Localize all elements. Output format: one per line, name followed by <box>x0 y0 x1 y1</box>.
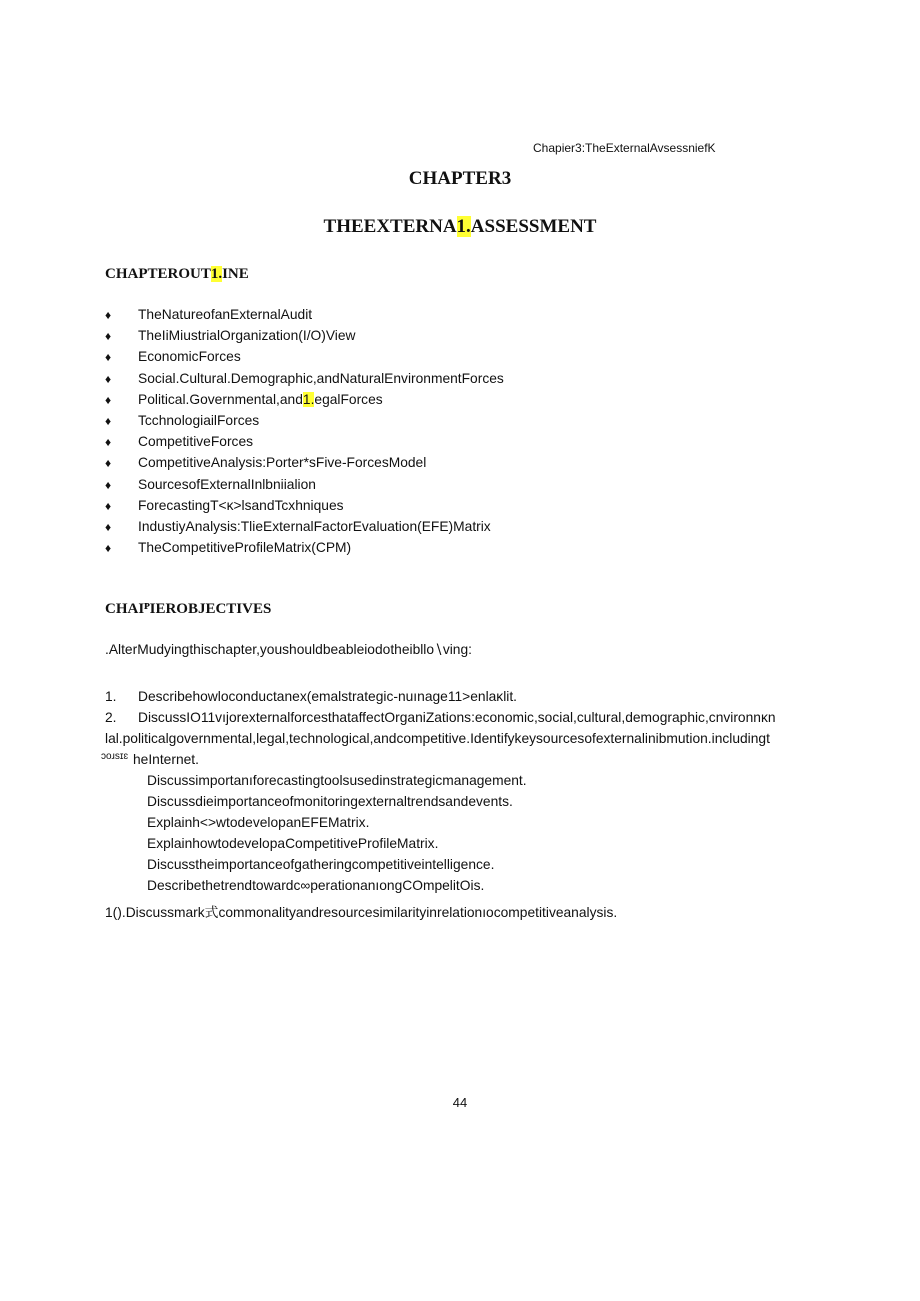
diamond-bullet-icon: ♦ <box>105 541 112 556</box>
diamond-bullet-icon: ♦ <box>105 371 112 386</box>
outline-item-text: Political.Governmental,and <box>138 391 303 407</box>
diamond-bullet-icon: ♦ <box>105 456 112 471</box>
chapter-title <box>0 216 920 238</box>
objective-item-4: Discussdieimportanceofmonitoringexternaltrendsandevents. <box>147 794 513 809</box>
outline-heading <box>105 266 249 283</box>
list-item <box>105 495 504 516</box>
list-item <box>105 537 504 558</box>
objective-number: 1. <box>105 689 117 704</box>
outline-list <box>105 304 504 558</box>
diamond-bullet-icon: ♦ <box>105 519 112 534</box>
outline-item-text: IndustiyAnalysis:TlieExternalFactorEvaluation(EFE)Matrix <box>138 518 491 534</box>
outline-item-text: EconomicForces <box>138 349 241 365</box>
list-item <box>105 389 504 410</box>
running-head: Chapier3:TheExternalAvsessniefK <box>533 141 716 155</box>
diamond-bullet-icon: ♦ <box>105 329 112 344</box>
chapter-number: CHAPTER3 <box>408 168 512 189</box>
objective-item-1 <box>105 686 517 707</box>
diamond-bullet-icon: ♦ <box>105 435 112 450</box>
list-item <box>105 516 504 537</box>
diamond-bullet-icon: ♦ <box>105 308 112 322</box>
outline-item-text: ForecastingT<κ>lsandTcxhniques <box>138 497 344 513</box>
list-item <box>105 304 504 325</box>
outline-item-highlight: 1. <box>302 391 315 407</box>
outline-heading-part-3: INE <box>222 266 249 282</box>
diamond-bullet-icon: ♦ <box>105 498 112 513</box>
chapter-title-highlight: 1. <box>456 216 471 237</box>
objective-item-10: 1().Discussmark式commonalityandresourcesimilarityinrelationıocompetitiveanalysis. <box>105 905 618 920</box>
objective-text: Describehowloconductanex(emalstrategic-nuınage11>enlaκlit. <box>138 689 517 704</box>
objective-item-7: Discusstheimportanceofgatheringcompetitiveintelligence. <box>147 857 495 872</box>
objectives-intro: .AlterMudyingthischapter,youshouldbeableiodotheibllo∖ving: <box>105 642 472 657</box>
outline-item-text: CompetitiveAnalysis:Porter*sFive-ForcesModel <box>138 455 427 471</box>
outline-heading-part-1: CHAPTEROUT <box>105 266 211 282</box>
outline-item-text: TheIiMiustrialOrganization(I/O)View <box>138 328 356 344</box>
outline-item-text: SourcesofExternalInlbniialion <box>138 476 316 492</box>
objective-item-5: Explainh<>wtodevelopanEFEMatrix. <box>147 815 370 830</box>
diamond-bullet-icon: ♦ <box>105 413 112 428</box>
objective-item-2 <box>105 707 776 728</box>
scanned-edge-mark: ᴐoɹsɪɛ <box>101 751 129 762</box>
objective-number: 2. <box>105 710 117 725</box>
chapter-title-part-3: ASSESSMENT <box>470 216 597 237</box>
outline-item-text: Social.Cultural.Demographic,andNaturalEnvironmentForces <box>138 370 504 386</box>
list-item <box>105 368 504 389</box>
chapter-title-part-1: THEEXTERNA <box>323 216 457 237</box>
list-item <box>105 452 504 473</box>
outline-item-text: TheNatureofanExternalAudit <box>138 307 313 322</box>
list-item <box>105 474 504 495</box>
objective-item-3: Discussimportanıforecastingtoolsusedinstrategicmanagement. <box>147 773 527 788</box>
diamond-bullet-icon: ♦ <box>105 477 112 492</box>
objective-item-2-continued: heInternet. <box>133 752 199 767</box>
list-item <box>105 325 504 346</box>
list-item <box>105 410 504 431</box>
objective-text: DiscussIO11vıjorexternalforcesthataffectOrganiZations:economic,social,cultural,demographic,cnvironnκn <box>138 710 776 725</box>
outline-heading-highlight: 1. <box>210 266 223 282</box>
list-item <box>105 431 504 452</box>
objectives-heading: CHAIᴾIEROBJECTIVES <box>105 601 272 617</box>
diamond-bullet-icon: ♦ <box>105 350 112 365</box>
diamond-bullet-icon: ♦ <box>105 392 112 407</box>
page-number: 44 <box>452 1095 468 1110</box>
list-item <box>105 346 504 367</box>
objective-item-6: ExplainhowtodevelopaCompetitiveProfileMatrix. <box>147 836 439 851</box>
outline-item-text: TheCompetitiveProfileMatrix(CPM) <box>138 540 352 556</box>
outline-item-text: CompetitiveForces <box>138 434 254 450</box>
objective-item-2-continued: lal.politicalgovernmental,legal,technological,andcompetitive.Identifykeysourcesofexternalinibmution.includingt <box>105 731 770 746</box>
outline-item-text: TcchnologiailForces <box>138 412 260 428</box>
objective-item-8: Describethetrendtowardc∞perationanıongCOmpelitOis. <box>147 878 485 893</box>
outline-item-text-tail: egalForces <box>314 391 383 407</box>
